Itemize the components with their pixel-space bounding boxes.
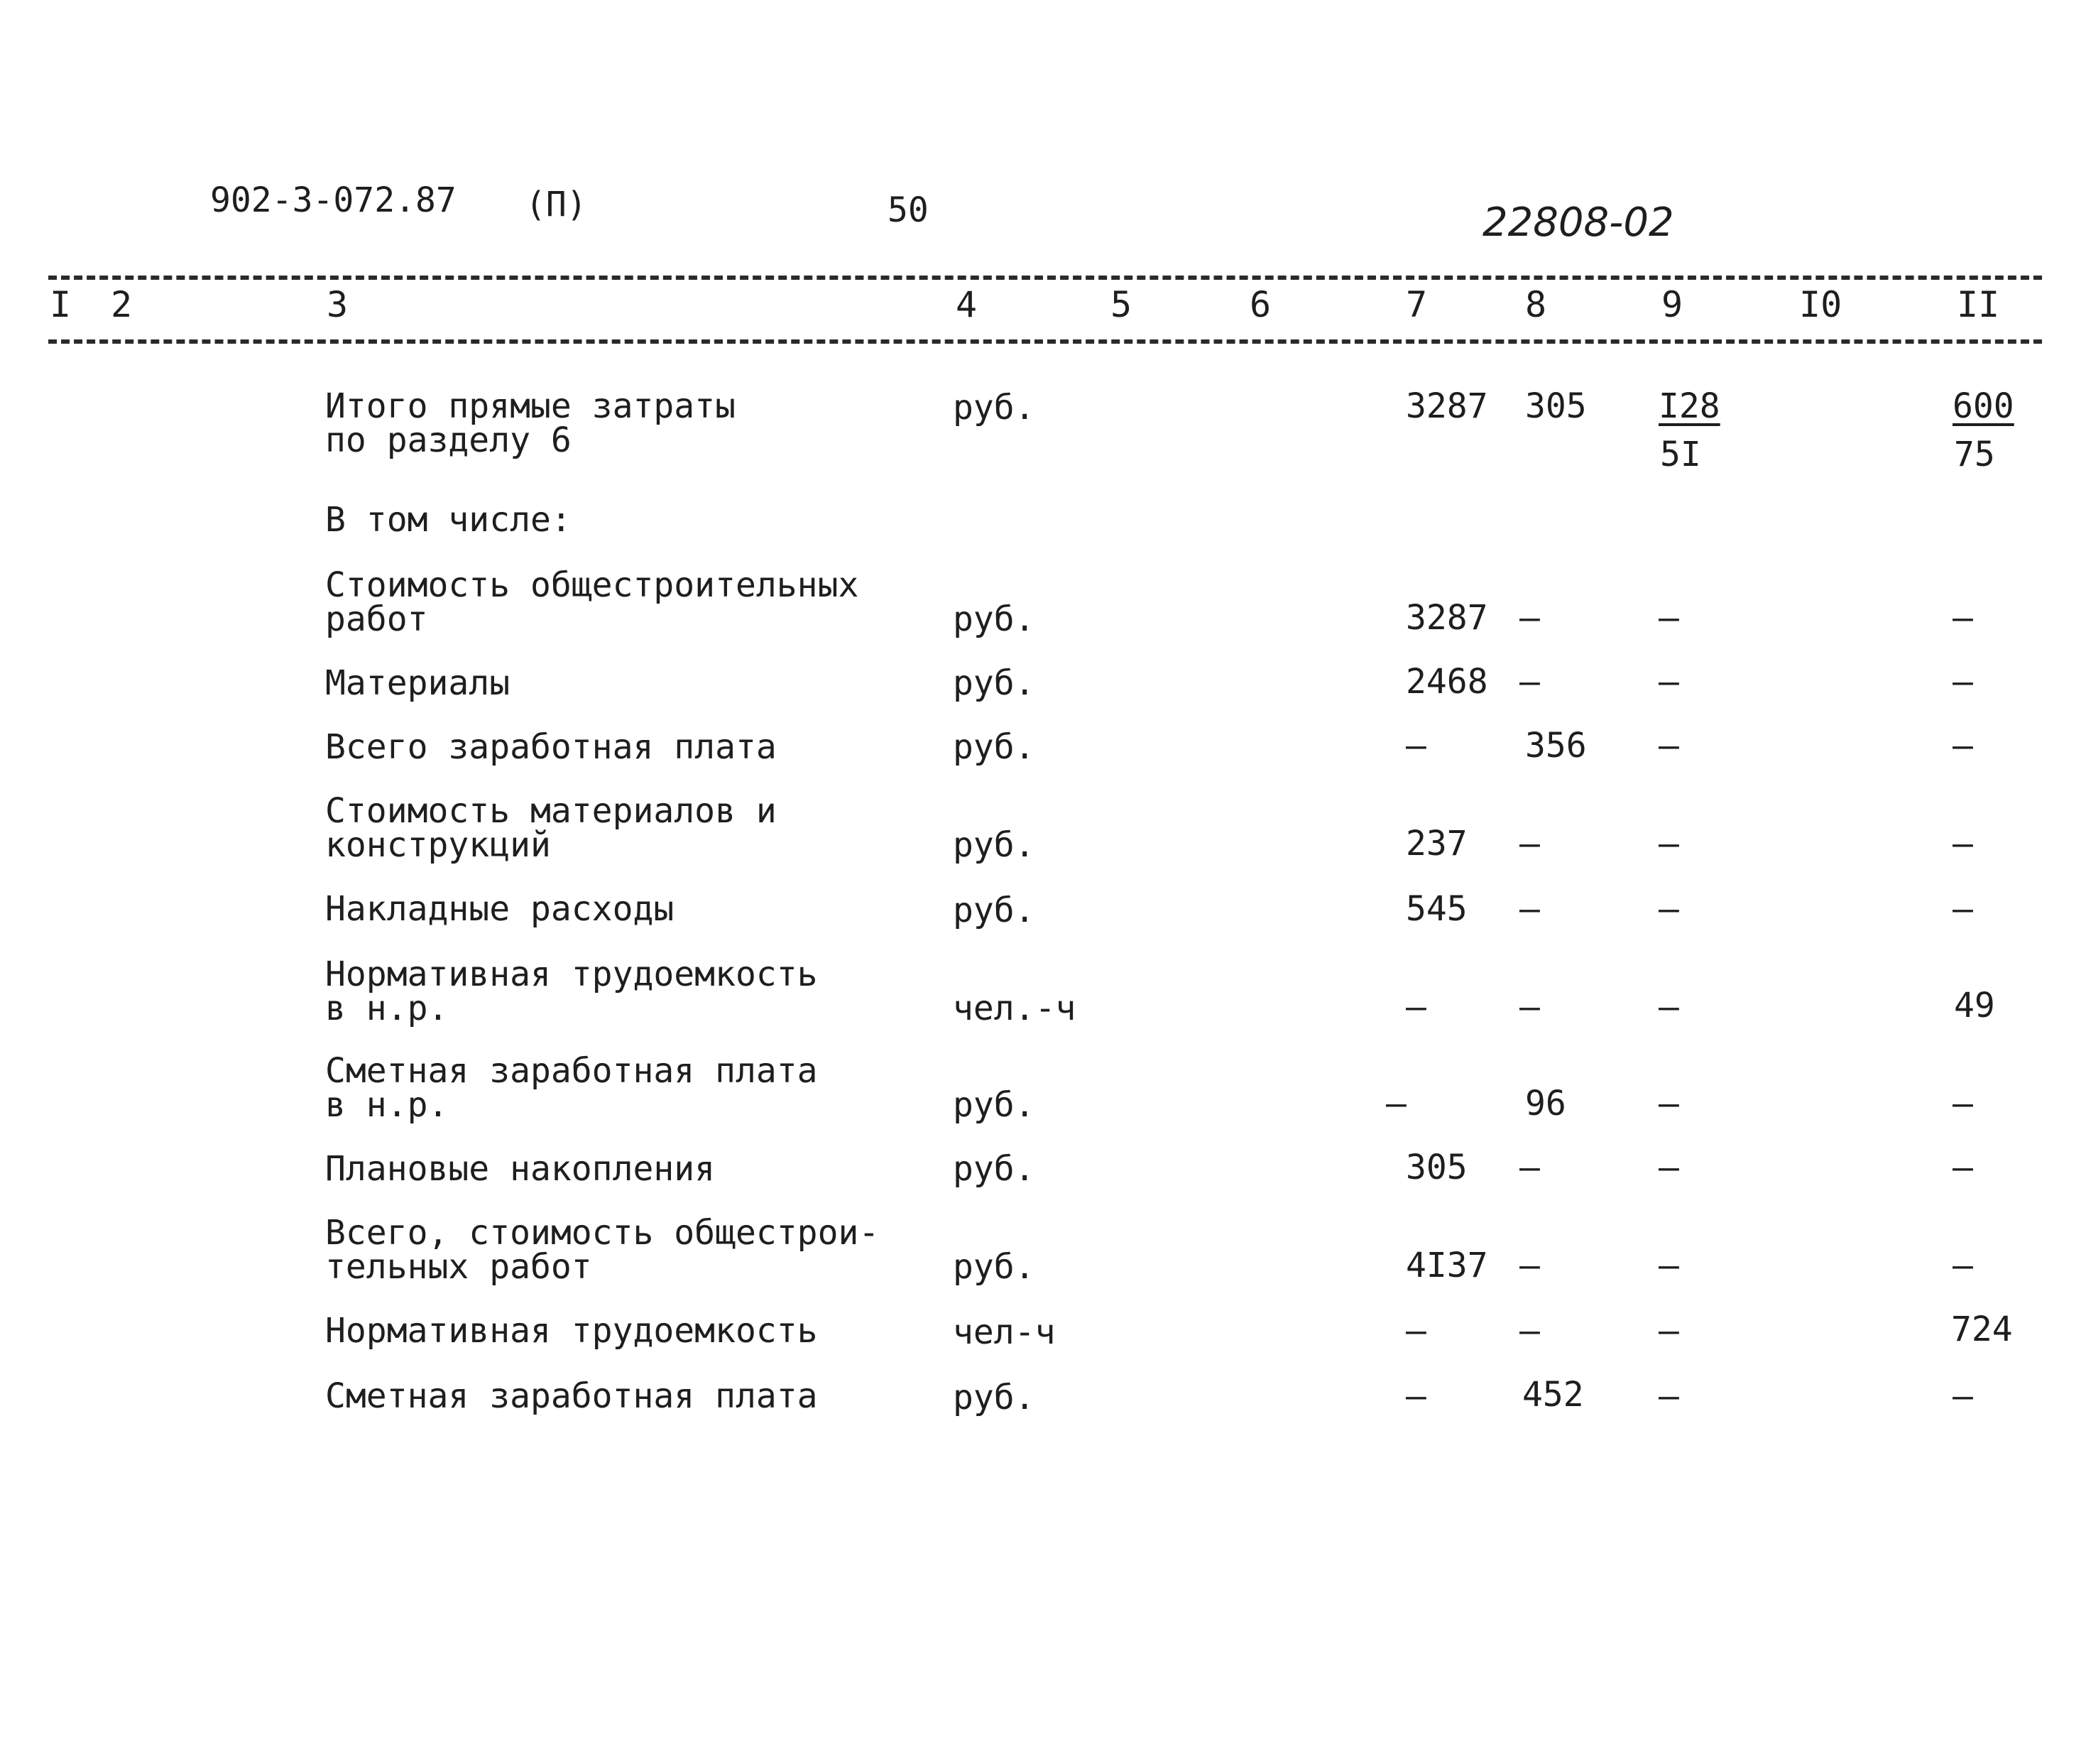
header-bottom-rule xyxy=(48,339,2042,344)
description-line: конструкций xyxy=(325,825,551,865)
cell-col7: 3287 xyxy=(1406,598,1488,638)
description-line: Нормативная трудоемкость xyxy=(325,1311,818,1351)
column-number-8: 8 xyxy=(1525,284,1547,325)
row-description xyxy=(325,1149,716,1189)
unit-cell: руб. xyxy=(953,825,1035,865)
column-number-2: 2 xyxy=(111,284,133,325)
row-description xyxy=(325,889,675,929)
unit-cell: руб. xyxy=(953,599,1035,639)
cell-col8: 305 xyxy=(1525,386,1587,426)
cell-col11: – xyxy=(1953,1376,1973,1416)
row-description xyxy=(325,791,777,865)
cell-col9-denominator: 5I xyxy=(1660,435,1701,474)
row-description xyxy=(325,954,818,1028)
column-number-6: 6 xyxy=(1250,284,1272,325)
cell-col9: – xyxy=(1659,1246,1679,1285)
cell-col9: – xyxy=(1659,1376,1679,1416)
cell-col7: – xyxy=(1386,1084,1407,1123)
unit-cell: руб. xyxy=(953,1378,1035,1417)
description-line: тельных работ xyxy=(325,1247,592,1287)
cell-col7: 305 xyxy=(1406,1148,1468,1187)
cell-col8: – xyxy=(1519,1246,1540,1285)
project-code: 902-3-072.87 xyxy=(210,180,457,220)
row-description xyxy=(325,1311,818,1351)
cell-col7: 237 xyxy=(1406,824,1468,864)
column-number-5: 5 xyxy=(1110,284,1132,325)
row-description xyxy=(325,1376,818,1416)
cell-col11: – xyxy=(1953,598,1973,638)
column-number-4: 4 xyxy=(956,284,978,325)
cell-col11-denominator: 75 xyxy=(1954,435,1995,474)
row-description xyxy=(325,565,859,639)
description-line: Сметная заработная плата xyxy=(325,1051,818,1091)
cell-col9: – xyxy=(1659,1148,1679,1187)
column-number-1: I xyxy=(50,284,72,325)
cell-col11: – xyxy=(1953,1246,1973,1285)
cell-col8: – xyxy=(1519,1311,1540,1351)
cell-col11: – xyxy=(1953,662,1973,702)
header-top-rule xyxy=(48,276,2042,280)
document-number: 22808-02 xyxy=(1482,200,1674,246)
cell-col11: – xyxy=(1953,726,1973,766)
cell-col7: – xyxy=(1406,726,1426,766)
description-line: В том числе: xyxy=(325,500,572,540)
unit-cell: чел-ч xyxy=(953,1312,1056,1352)
unit-cell: чел.-ч xyxy=(953,989,1076,1028)
cell-col8: 96 xyxy=(1525,1084,1566,1123)
cell-col8: 452 xyxy=(1522,1375,1584,1415)
cell-col9: – xyxy=(1659,987,1679,1027)
cell-col11: – xyxy=(1953,824,1973,864)
cell-col7: 545 xyxy=(1406,889,1468,929)
column-number-9: 9 xyxy=(1661,284,1683,325)
unit-cell: руб. xyxy=(953,891,1035,930)
cell-col8: – xyxy=(1519,662,1540,702)
description-line: в н.р. xyxy=(325,989,449,1028)
cell-col11-numerator: 600 xyxy=(1953,386,2014,426)
description-line: Накладные расходы xyxy=(325,889,675,929)
column-number-11: II xyxy=(1957,284,2000,325)
cell-col9: – xyxy=(1659,598,1679,638)
row-description xyxy=(325,1051,818,1125)
cell-col8: – xyxy=(1519,824,1540,864)
row-description xyxy=(325,727,777,767)
section-mark: (П) xyxy=(525,185,587,224)
description-line: Всего заработная плата xyxy=(325,727,777,767)
cell-col9: – xyxy=(1659,889,1679,929)
cell-col7: 4I37 xyxy=(1406,1246,1488,1285)
description-line: в н.р. xyxy=(325,1085,449,1125)
unit-cell: руб. xyxy=(953,388,1035,428)
row-description xyxy=(325,500,572,540)
cell-col8: – xyxy=(1519,889,1540,929)
row-description xyxy=(325,386,736,460)
cell-col9: – xyxy=(1659,726,1679,766)
cell-col9: – xyxy=(1659,824,1679,864)
cell-col7: – xyxy=(1406,1311,1426,1351)
cell-col9: – xyxy=(1659,1084,1679,1123)
unit-cell: руб. xyxy=(953,727,1035,767)
cell-col9-numerator: I28 xyxy=(1659,386,1720,426)
cell-col8: – xyxy=(1519,598,1540,638)
description-line: Сметная заработная плата xyxy=(325,1376,818,1416)
row-description xyxy=(325,1213,880,1287)
description-line: Материалы xyxy=(325,663,510,703)
description-line: Стоимость материалов и xyxy=(325,791,777,831)
description-line: по разделу 6 xyxy=(325,420,572,460)
cell-col11: – xyxy=(1953,1148,1973,1187)
cell-col9: – xyxy=(1659,662,1679,702)
unit-cell: руб. xyxy=(953,1149,1035,1189)
description-line: Нормативная трудоемкость xyxy=(325,954,818,994)
description-line: Плановые накопления xyxy=(325,1149,716,1189)
column-number-7: 7 xyxy=(1406,284,1428,325)
cell-col11: 49 xyxy=(1954,986,1995,1025)
cell-col11: 724 xyxy=(1951,1310,2013,1349)
description-line: Стоимость общестроительных xyxy=(325,565,859,605)
cell-col7: 3287 xyxy=(1406,386,1488,426)
cell-col8: – xyxy=(1519,987,1540,1027)
cell-col8: 356 xyxy=(1525,726,1587,766)
page-number: 50 xyxy=(888,190,929,230)
cell-col7: – xyxy=(1406,1376,1426,1416)
cell-col11: – xyxy=(1953,1084,1973,1123)
unit-cell: руб. xyxy=(953,663,1035,703)
unit-cell: руб. xyxy=(953,1247,1035,1287)
cell-col7: 2468 xyxy=(1406,662,1488,702)
unit-cell: руб. xyxy=(953,1085,1035,1125)
description-line: Итого прямые затраты xyxy=(325,386,736,426)
row-description xyxy=(325,663,510,703)
column-number-3: 3 xyxy=(327,284,349,325)
cell-col11: – xyxy=(1953,889,1973,929)
cell-col9: – xyxy=(1659,1311,1679,1351)
column-number-10: I0 xyxy=(1799,284,1842,325)
description-line: работ xyxy=(325,599,428,639)
description-line: Всего, стоимость общестрои- xyxy=(325,1213,880,1253)
cell-col7: – xyxy=(1406,987,1426,1027)
cell-col8: – xyxy=(1519,1148,1540,1187)
